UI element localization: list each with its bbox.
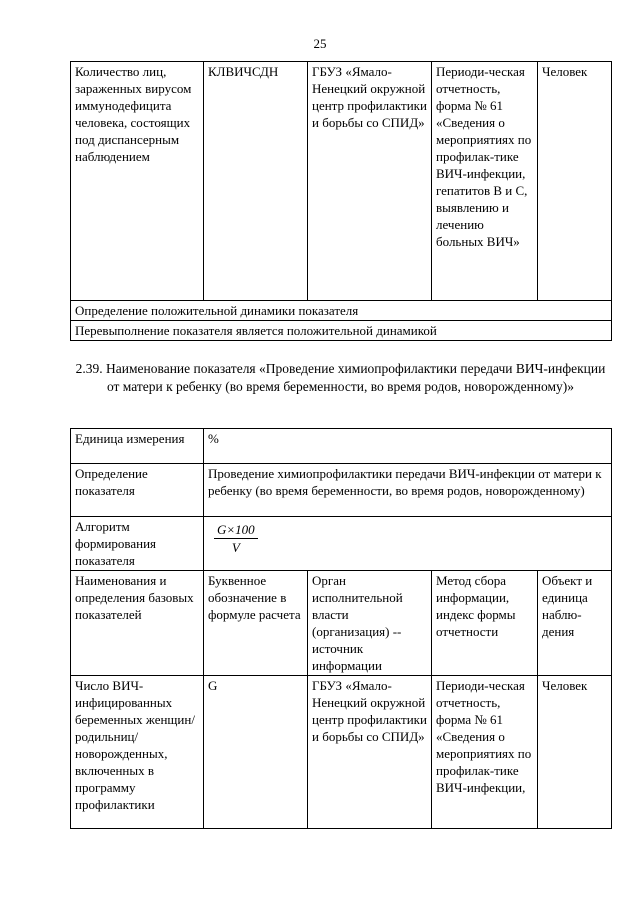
- unit-cell: Человек: [538, 62, 612, 301]
- header-name: Наименования и определения базовых показателей: [71, 571, 204, 676]
- algorithm-label-cell: Алгоритм формирования показателя: [71, 517, 204, 571]
- header-method: Метод сбора информации, индекс формы отчетности: [432, 571, 538, 676]
- formula-cell: [204, 517, 612, 571]
- section-heading: 2.39. Наименование показателя «Проведение химиопрофилактики передачи ВИЧ-инфекции от матери к ребенку (во время беременности, во время родов, новорожденному)»: [75, 361, 606, 394]
- formula-denominator: V: [231, 540, 240, 555]
- header-object: Объект и единица наблю-дения: [538, 571, 612, 676]
- base-indicator-name-cell: Количество лиц, зараженных вирусом иммунодефицита человека, состоящих под диспансерным наблюдением: [71, 62, 204, 301]
- symbol-cell: G: [204, 676, 308, 829]
- dynamics-definition-text: Перевыполнение показателя является положительной динамикой: [71, 321, 612, 341]
- table-row: [71, 517, 612, 571]
- table-row: [71, 301, 612, 321]
- source-organ-cell: ГБУЗ «Ямало-Ненецкий окружной центр профилактики и борьбы со СПИД»: [308, 62, 432, 301]
- table-header-row: [71, 571, 612, 676]
- page-number: 25: [313, 36, 327, 51]
- collection-method-cell: Периоди-ческая отчетность, форма № 61 «Сведения о мероприятиях по профилак-тике ВИЧ-инфекции,: [432, 676, 538, 829]
- table-row: [71, 676, 612, 829]
- header-symbol: Буквенное обозначение в формуле расчета: [204, 571, 308, 676]
- table-row: [71, 429, 612, 464]
- table-row: [71, 321, 612, 341]
- header-organ: Орган исполнительной власти (организация) -- источник информации: [308, 571, 432, 676]
- base-indicator-name-cell: Число ВИЧ-инфицированных беременных женщин/ родильниц/ новорожденных, включенных в программу профилактики: [71, 676, 204, 829]
- indicator-passport-table: [70, 428, 612, 829]
- symbol-cell: КЛВИЧСДН: [204, 62, 308, 301]
- unit-value-cell: %: [204, 429, 612, 464]
- table-row: [71, 62, 612, 301]
- formula-numerator: G×100: [214, 521, 258, 539]
- table-row: [71, 464, 612, 517]
- definition-value-cell: Проведение химиопрофилактики передачи ВИЧ-инфекции от матери к ребенку (во время беременности, во время родов, новорожденному): [204, 464, 612, 517]
- dynamics-definition-label: Определение положительной динамики показателя: [71, 301, 612, 321]
- source-organ-cell: ГБУЗ «Ямало-Ненецкий окружной центр профилактики и борьбы со СПИД»: [308, 676, 432, 829]
- collection-method-cell: Периоди-ческая отчетность, форма № 61 «Сведения о мероприятиях по профилак-тике ВИЧ-инфекции, гепатитов В и С, выявлению и лечению больных ВИЧ»: [432, 62, 538, 301]
- definition-label-cell: Определение показателя: [71, 464, 204, 517]
- indicator-table-continued: [70, 61, 612, 341]
- unit-cell: Человек: [538, 676, 612, 829]
- formula-fraction: [214, 521, 258, 556]
- unit-label-cell: Единица измерения: [71, 429, 204, 464]
